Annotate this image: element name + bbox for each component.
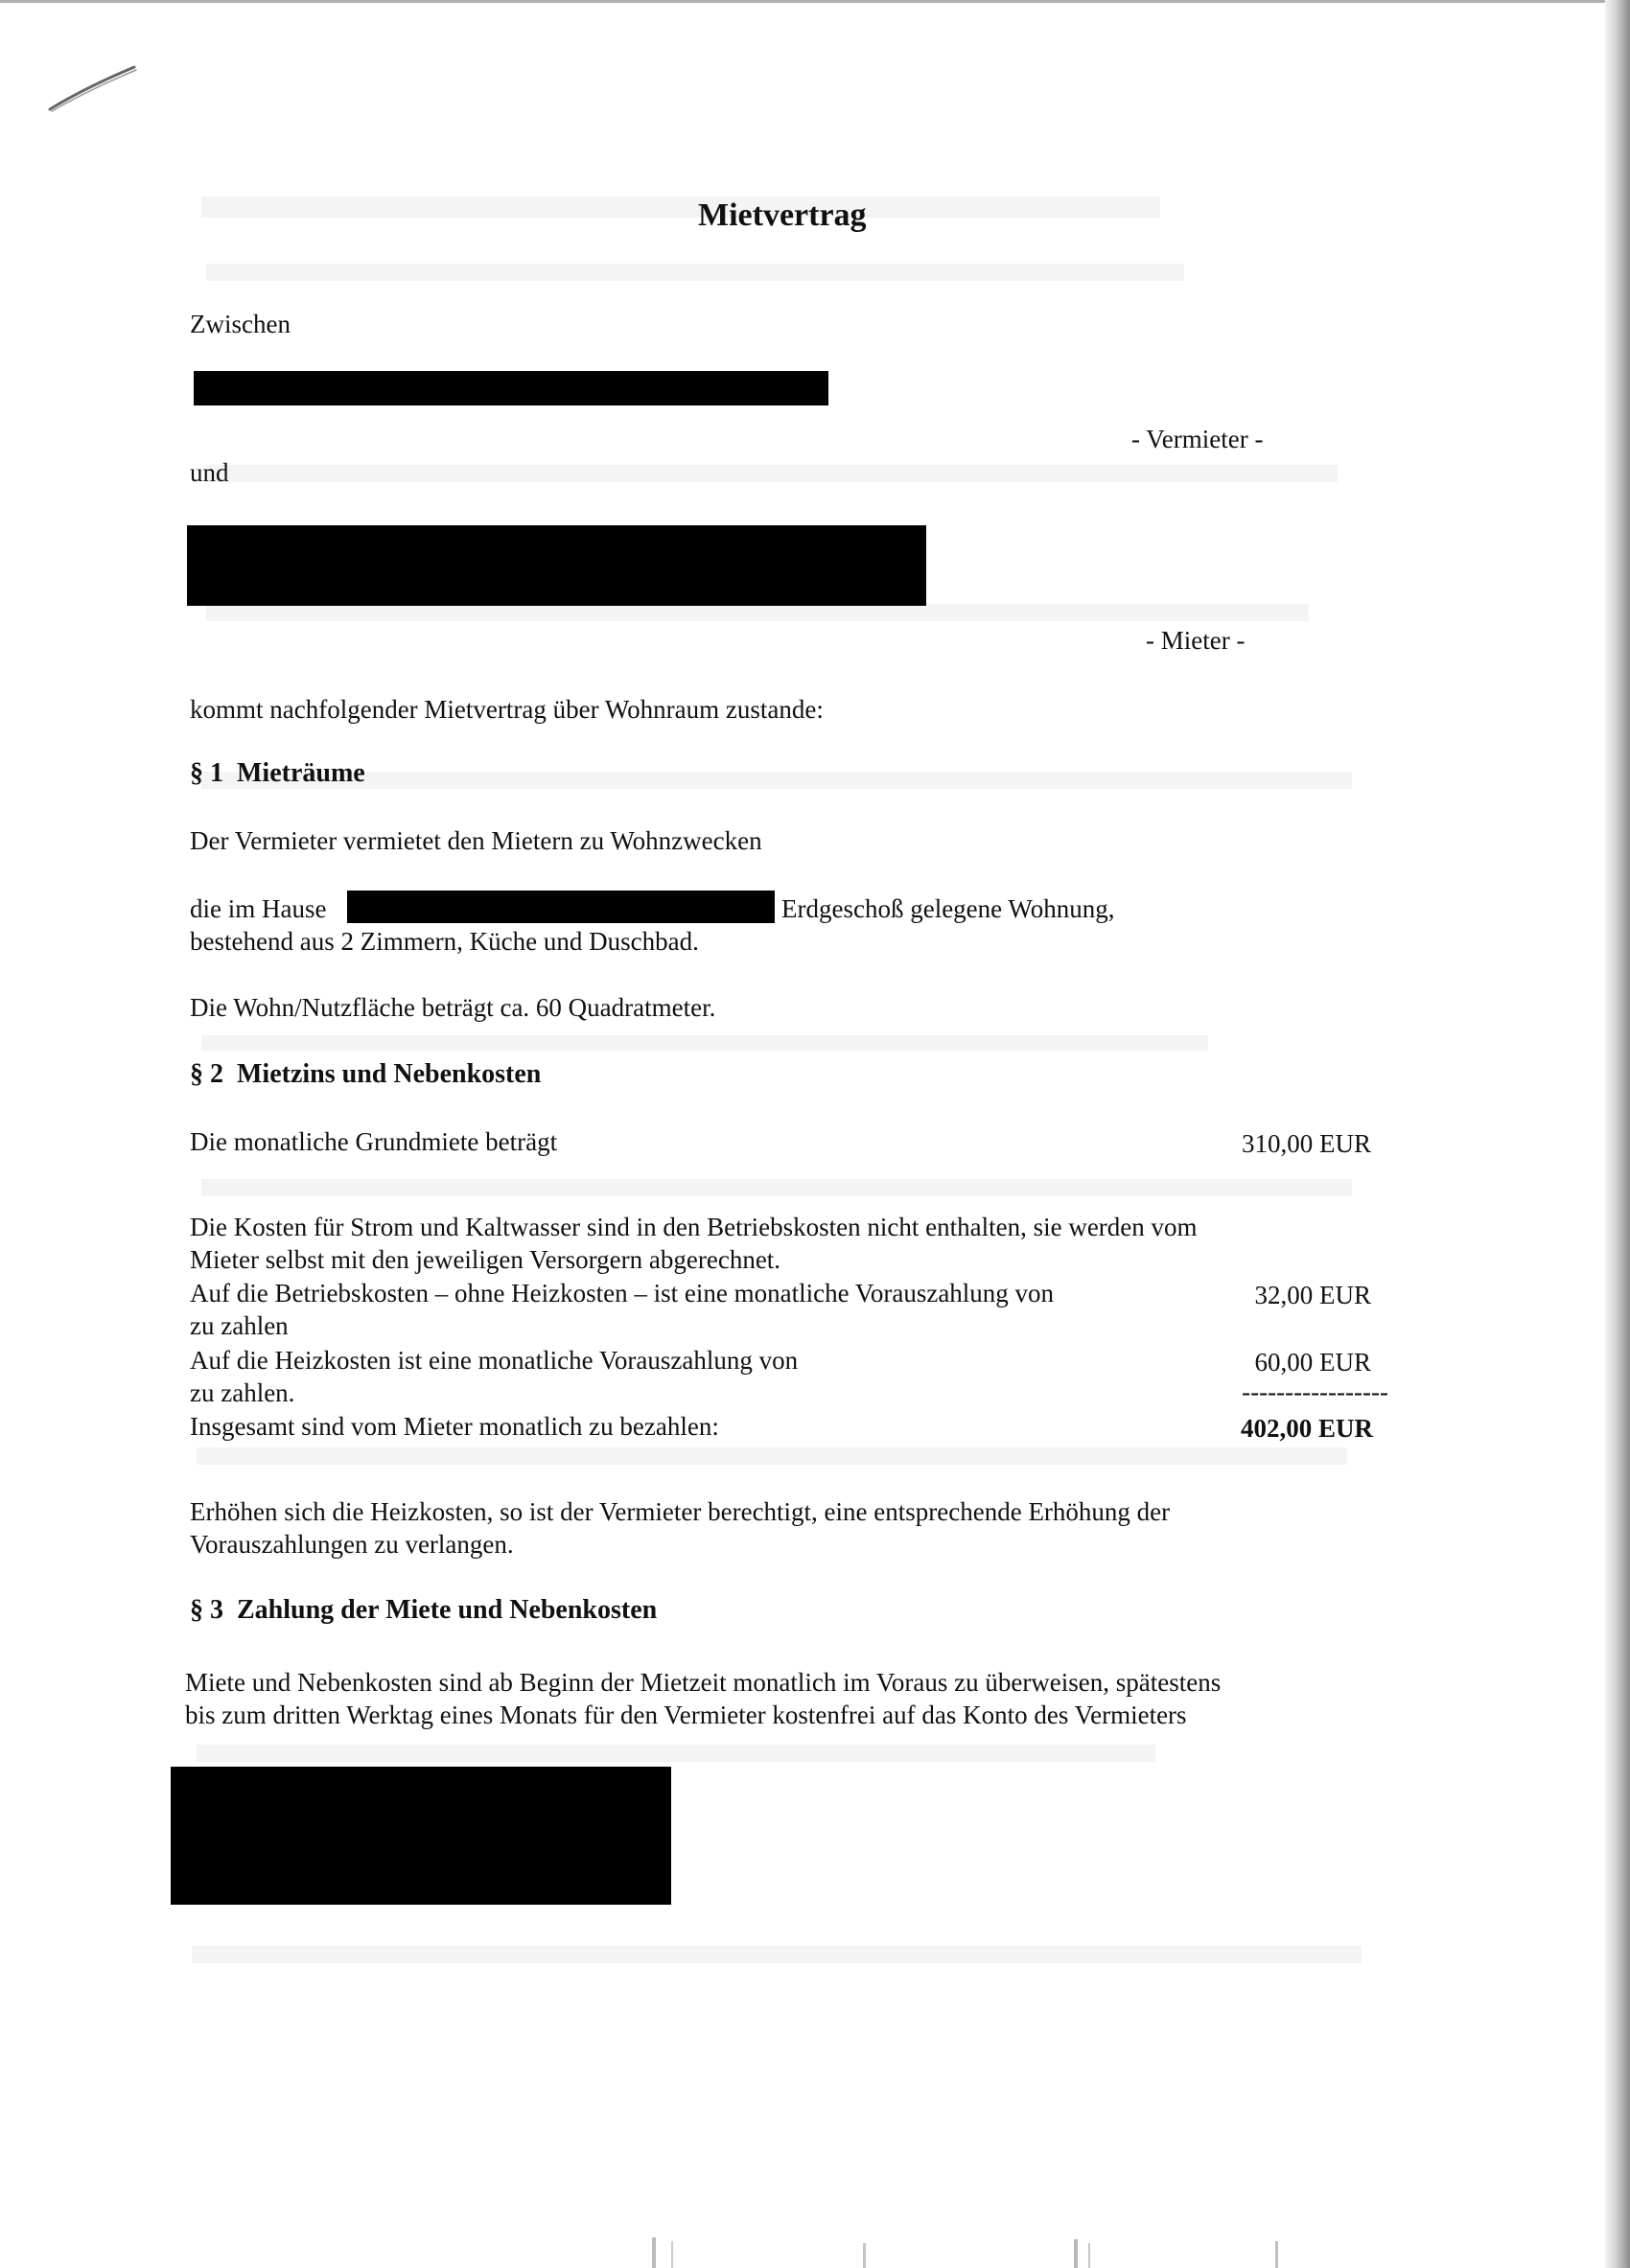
show-through-block	[192, 1946, 1362, 1963]
show-through-block	[201, 1179, 1352, 1196]
between-label: Zwischen	[190, 310, 291, 338]
section-3-line-2: bis zum dritten Werktag eines Monats für den Vermieter kostenfrei auf das Konto des Vermieters	[185, 1701, 1187, 1729]
base-rent-value: 310,00 EUR	[1242, 1129, 1371, 1158]
scan-bottom-noise	[1074, 2239, 1078, 2268]
utilities-note-line-1: Die Kosten für Strom und Kaltwasser sind in den Betriebskosten nicht enthalten, sie werden vom	[190, 1213, 1198, 1241]
landlord-role-label: - Vermieter -	[1131, 425, 1264, 453]
operating-costs-label: Auf die Betriebskosten – ohne Heizkosten – ist eine monatliche Vorauszahlung von	[190, 1279, 1055, 1308]
show-through-block	[201, 772, 1352, 789]
scan-bottom-noise	[1088, 2243, 1090, 2268]
section-1-line-1: Der Vermieter vermietet den Mietern zu Wohnzwecken	[190, 826, 762, 855]
show-through-block	[197, 1447, 1347, 1465]
intro-text: kommt nachfolgender Mietvertrag über Wohnraum zustande:	[190, 695, 824, 724]
redacted-address	[347, 891, 775, 923]
section-1-line-3: bestehend aus 2 Zimmern, Küche und Duschbad.	[190, 927, 699, 956]
section-1-line-2-start: die im Hause	[190, 894, 327, 923]
tenant-role-label: - Mieter -	[1146, 626, 1246, 655]
redacted-landlord-name	[194, 371, 828, 405]
redacted-tenant-name	[187, 525, 926, 606]
increase-note-line-2: Vorauszahlungen zu verlangen.	[190, 1530, 514, 1559]
section-2-heading: § 2 Mietzins und Nebenkosten	[190, 1059, 542, 1089]
scan-bottom-noise	[652, 2237, 656, 2268]
operating-costs-value: 32,00 EUR	[1254, 1281, 1371, 1309]
total-label: Insgesamt sind vom Mieter monatlich zu bezahlen:	[190, 1412, 719, 1441]
scan-bottom-noise	[863, 2243, 866, 2268]
scan-bottom-noise	[671, 2241, 673, 2268]
section-3-line-1: Miete und Nebenkosten sind ab Beginn der Mietzeit monatlich im Voraus zu überweisen, spätestens	[185, 1668, 1222, 1697]
show-through-block	[201, 197, 1160, 218]
document-title: Mietvertrag	[698, 197, 867, 233]
heating-costs-label: Auf die Heizkosten ist eine monatliche Vorauszahlung von	[190, 1346, 799, 1375]
section-1-heading: § 1 Mieträume	[190, 758, 365, 788]
section-1-line-4: Die Wohn/Nutzfläche beträgt ca. 60 Quadratmeter.	[190, 993, 716, 1022]
heating-costs-value: 60,00 EUR	[1254, 1348, 1371, 1377]
section-3-heading: § 3 Zahlung der Miete und Nebenkosten	[190, 1595, 658, 1625]
base-rent-label: Die monatliche Grundmiete beträgt	[190, 1127, 558, 1156]
pen-stroke-mark	[46, 59, 142, 117]
total-separator-line: -----------------	[1242, 1377, 1388, 1406]
show-through-block	[206, 604, 1309, 621]
scan-top-edge	[0, 0, 1630, 3]
show-through-block	[206, 264, 1184, 281]
scan-right-edge	[1605, 0, 1630, 2268]
utilities-note-line-2: Mieter selbst mit den jeweiligen Versorgern abgerechnet.	[190, 1245, 781, 1274]
total-value: 402,00 EUR	[1240, 1414, 1373, 1443]
show-through-block	[206, 465, 1338, 482]
scan-bottom-noise	[1275, 2241, 1278, 2268]
and-label: und	[190, 458, 229, 487]
section-1-line-2-end: Erdgeschoß gelegene Wohnung,	[781, 894, 1115, 923]
show-through-block	[197, 1745, 1155, 1762]
redacted-bank-details	[171, 1767, 671, 1905]
show-through-block	[201, 1035, 1208, 1051]
increase-note-line-1: Erhöhen sich die Heizkosten, so ist der Vermieter berechtigt, eine entsprechende Erhöhung der	[190, 1497, 1171, 1526]
operating-costs-pay-note: zu zahlen	[190, 1311, 289, 1340]
heating-costs-pay-note: zu zahlen.	[190, 1378, 295, 1407]
